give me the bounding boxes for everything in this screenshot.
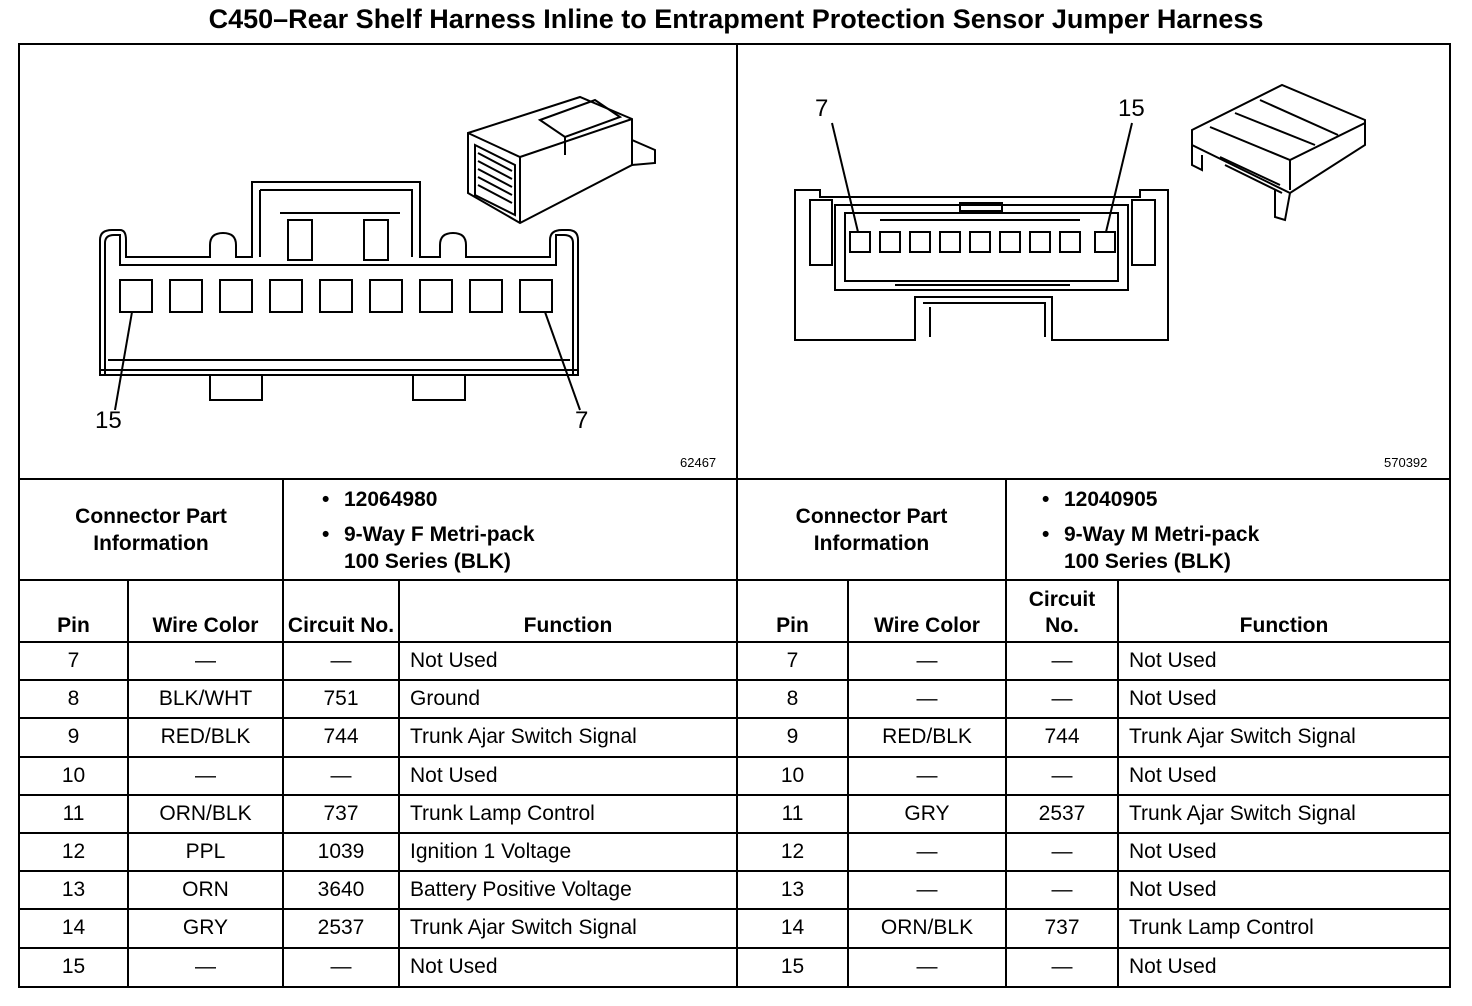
circuit-no-cell: — — [283, 757, 399, 795]
function-cell: Not Used — [1118, 757, 1449, 795]
wire-color-cell: — — [128, 948, 283, 986]
circuit-no-cell: 2537 — [283, 909, 399, 947]
function-cell: Not Used — [1118, 680, 1449, 718]
pin-cell: 15 — [20, 948, 128, 986]
circuit-no-cell: — — [1006, 948, 1118, 986]
wire-color-cell: GRY — [128, 909, 283, 947]
table-row — [20, 642, 736, 680]
function-cell: Battery Positive Voltage — [399, 871, 736, 909]
wire-color-cell: PPL — [128, 833, 283, 871]
function-cell: Not Used — [1118, 871, 1449, 909]
wire-color-cell: — — [848, 833, 1006, 871]
part-description: 9-Way F Metri-pack — [344, 523, 535, 546]
pin-cell: 13 — [20, 871, 128, 909]
pin-cell: 8 — [738, 680, 848, 718]
circuit-no-cell: — — [1006, 757, 1118, 795]
pin-cell: 14 — [738, 909, 848, 947]
male-connector-face — [795, 190, 1168, 340]
part-series: 100 Series (BLK) — [344, 550, 511, 573]
figure-number: 62467 — [680, 455, 717, 470]
male-connector-iso-view — [1192, 85, 1365, 220]
function-cell: Ignition 1 Voltage — [399, 833, 736, 871]
wire-color-cell: — — [848, 642, 1006, 680]
circuit-no-cell: 2537 — [1006, 795, 1118, 833]
pin-label-7: 7 — [575, 407, 589, 434]
circuit-no-cell: 751 — [283, 680, 399, 718]
circuit-no-cell: — — [1006, 680, 1118, 718]
function-cell: Ground — [399, 680, 736, 718]
wire-color-cell: BLK/WHT — [128, 680, 283, 718]
wire-color-cell: — — [848, 948, 1006, 986]
circuit-no-cell: — — [283, 948, 399, 986]
connector-part-info-label: Connector Part Information — [75, 505, 227, 555]
pin-cell: 11 — [20, 795, 128, 833]
bullet-icon: • — [1042, 523, 1050, 546]
pin-cell: 10 — [738, 757, 848, 795]
wire-color-cell: ORN/BLK — [128, 795, 283, 833]
table-row — [738, 909, 1449, 947]
female-pin-table — [20, 580, 736, 986]
pin-cell: 10 — [20, 757, 128, 795]
table-row — [738, 948, 1449, 986]
wire-color-cell: — — [848, 757, 1006, 795]
left-info-divider — [282, 480, 284, 581]
wire-color-cell: — — [848, 871, 1006, 909]
table-row — [738, 718, 1449, 756]
table-row — [20, 680, 736, 718]
table-row — [20, 795, 736, 833]
wire-color-cell: — — [128, 757, 283, 795]
male-connector-drawing — [20, 45, 1453, 478]
pin-header: Pin — [738, 580, 848, 642]
function-cell: Trunk Ajar Switch Signal — [399, 909, 736, 947]
function-cell: Trunk Ajar Switch Signal — [1118, 795, 1449, 833]
wire-color-cell: ORN/BLK — [848, 909, 1006, 947]
table-row — [20, 757, 736, 795]
table-row — [20, 948, 736, 986]
pin-cell: 13 — [738, 871, 848, 909]
wire-color-cell: — — [128, 642, 283, 680]
connector-part-info-right — [1042, 486, 1442, 575]
circuit-no-cell: — — [1006, 871, 1118, 909]
table-row — [20, 871, 736, 909]
pin-cell: 12 — [738, 833, 848, 871]
table-row — [738, 642, 1449, 680]
connector-part-info-label-right: Connector Part Information — [795, 505, 948, 555]
wire-color-cell: RED/BLK — [128, 718, 283, 756]
table-row — [738, 757, 1449, 795]
pin-cell: 9 — [738, 718, 848, 756]
pin-cell: 8 — [20, 680, 128, 718]
male-pin-table — [738, 580, 1449, 986]
function-cell: Not Used — [1118, 642, 1449, 680]
part-number-right: 12040905 — [1064, 488, 1158, 511]
pin-header: Pin — [20, 580, 128, 642]
table-row — [738, 680, 1449, 718]
function-cell: Not Used — [399, 948, 736, 986]
circuit-no-cell: 737 — [1006, 909, 1118, 947]
bullet-icon: • — [1042, 488, 1050, 511]
table-row — [738, 871, 1449, 909]
wire-color-header: Wire Color — [848, 580, 1006, 642]
table-row — [738, 795, 1449, 833]
bullet-icon: • — [322, 488, 330, 511]
pin-cell: 7 — [20, 642, 128, 680]
part-number: 12064980 — [344, 488, 438, 511]
pin-cell: 12 — [20, 833, 128, 871]
circuit-no-header: Circuit No. — [283, 580, 399, 642]
table-row — [20, 833, 736, 871]
male-pin-cavities — [850, 232, 1115, 252]
table-row — [738, 833, 1449, 871]
function-cell: Not Used — [1118, 948, 1449, 986]
right-info-divider — [1005, 480, 1007, 581]
function-cell: Not Used — [1118, 833, 1449, 871]
connector-sheet — [18, 43, 1451, 988]
function-header: Function — [399, 580, 736, 642]
circuit-no-cell: — — [1006, 833, 1118, 871]
wire-color-cell: ORN — [128, 871, 283, 909]
pin-cell: 7 — [738, 642, 848, 680]
function-header: Function — [1118, 580, 1449, 642]
right-pin-label-15: 15 — [1118, 95, 1145, 122]
circuit-no-cell: — — [283, 642, 399, 680]
function-cell: Trunk Lamp Control — [1118, 909, 1449, 947]
function-cell: Trunk Ajar Switch Signal — [1118, 718, 1449, 756]
circuit-no-cell: 737 — [283, 795, 399, 833]
function-cell: Not Used — [399, 757, 736, 795]
drawing-divider — [20, 478, 1449, 480]
page-title: C450–Rear Shelf Harness Inline to Entrapment Protection Sensor Jumper Harness — [208, 4, 1264, 34]
table-row — [20, 718, 736, 756]
figure-number-right: 570392 — [1384, 455, 1428, 470]
right-pin-label-7: 7 — [815, 95, 829, 122]
pin-label-15: 15 — [95, 407, 122, 434]
function-cell: Trunk Ajar Switch Signal — [399, 718, 736, 756]
pin-cell: 11 — [738, 795, 848, 833]
part-series-right: 100 Series (BLK) — [1064, 550, 1231, 573]
wire-color-cell: GRY — [848, 795, 1006, 833]
function-cell: Trunk Lamp Control — [399, 795, 736, 833]
part-description-right: 9-Way M Metri-pack — [1064, 523, 1260, 546]
circuit-no-cell: 1039 — [283, 833, 399, 871]
wire-color-cell: — — [848, 680, 1006, 718]
wire-color-cell: RED/BLK — [848, 718, 1006, 756]
table-header-row — [738, 580, 1449, 642]
pin-cell: 14 — [20, 909, 128, 947]
table-header-row — [20, 580, 736, 642]
circuit-no-cell: 744 — [283, 718, 399, 756]
function-cell: Not Used — [399, 642, 736, 680]
circuit-no-cell: 3640 — [283, 871, 399, 909]
connector-part-info — [322, 486, 722, 575]
bullet-icon: • — [322, 523, 330, 546]
circuit-no-header: Circuit No. — [1006, 580, 1118, 642]
circuit-no-cell: — — [1006, 642, 1118, 680]
circuit-no-cell: 744 — [1006, 718, 1118, 756]
pin-cell: 9 — [20, 718, 128, 756]
pin-cell: 15 — [738, 948, 848, 986]
wire-color-header: Wire Color — [128, 580, 283, 642]
table-row — [20, 909, 736, 947]
